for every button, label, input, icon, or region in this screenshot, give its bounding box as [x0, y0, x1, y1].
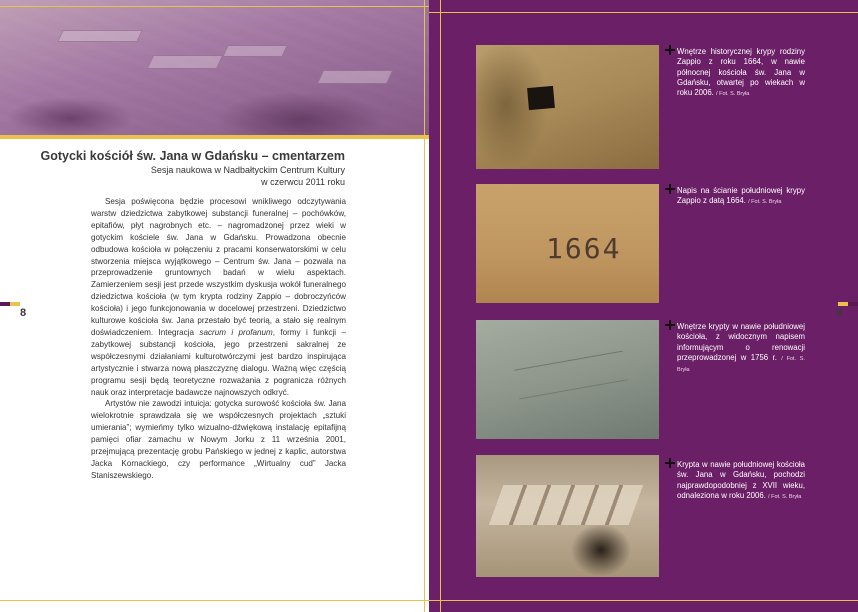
caption-2-text: Napis na ścianie południowej krypy Zappio z datą 1664. [677, 186, 805, 206]
caption-1-text: Wnętrze historycznej krypy rodziny Zappio z roku 1664, w nawie północnej kościoła św. Jana w Gdańsku, otwartej po wiekach w roku 2006. [677, 47, 805, 98]
paragraph-1-part-a: Sesja poświęcona będzie procesowi wnikliwego odczytywania warstw dziedzictwa zabytkowej substancji funeralnej – pochówków, epitafiów, płyt nagrobnych etc. – nagromadzonej przez wieki w gotyckim kościele św. Jana w Gdańsku. Prowadzona obecnie odbudowa kościoła w połączeniu z pracami konserwatorskimi w celu stworzenia miejsca wyjątkowego – Centrum św. Jana – pozwala na przeprowadzenie gruntownych badań w wielu aspektach. Zamierzeniem sesji jest przede wszystkim dyskusja wokół funeralnego dziedzictwa kościoła (w tym krypta rodziny Zappio – dobroczyńców kościoła) i jego funkcjonowania w docelowej przestrzeni. Dziedzictwo kulturowe kościoła św. Jana przestało być teorią, a stało się realnym doświadczeniem. Integracja [91, 197, 346, 337]
page-marker-left [0, 302, 20, 306]
caption-4-credit: / Fot. S. Bryła [768, 493, 802, 500]
article-subtitle [151, 164, 345, 188]
caption-3 [677, 322, 805, 375]
caption-4-text: Krypta w nawie południowej kościoła św. Jana w Gdańsku, pochodzi najprawdopodobniej z XVII wieku, odnaleziona w roku 2006. [677, 460, 805, 500]
plus-icon [665, 45, 675, 55]
photo-crypt-interior [476, 45, 659, 169]
page-marker-right [838, 302, 858, 306]
caption-3-text: Wnętrze krypty w nawie południowej kościoła, z widocznym napisem informującym o renowacji przeprowadzonej w 1756 r. [677, 322, 805, 362]
article-body [91, 196, 346, 482]
right-page [429, 0, 858, 612]
gold-rule-bottom [0, 600, 429, 601]
paragraph-1-emphasis: sacrum i profanum [199, 327, 273, 337]
subtitle-line-1: Sesja naukowa w Nadbałtyckim Centrum Kultury [150, 165, 345, 175]
plus-icon [665, 458, 675, 468]
subtitle-line-2: w czerwcu 2011 roku [261, 177, 345, 187]
gold-rule-gutter [424, 0, 425, 612]
paragraph-2: Artystów nie zawodzi intuicja: gotycka surowość kościoła św. Jana wielokrotnie sprawdzała się we współczesnych projektach „sztuki umierania”; wymieńmy tylko wizualno-dźwiękową instalację epitafijną pamięci ofiar zamachu w Nowym Jorku z 11 września 2001, przejmującą prezentację grobu Pańskiego w jednej z kaplic, autorstwa Jacka Kornackiego, czy performance „Wirtualny cud” Jacka Staniszewskiego. [91, 399, 346, 480]
caption-4 [677, 460, 805, 502]
caption-2-credit: / Fot. S. Bryła [748, 199, 782, 206]
photo-crypt-excavation [476, 455, 659, 577]
caption-1-credit: / Fot. S. Bryła [716, 91, 750, 98]
page-number-right: 9 [836, 307, 843, 319]
gold-rule-gutter-right [440, 0, 441, 612]
caption-3-credit: / Fot. S. Bryła [677, 355, 805, 374]
gold-rule-header [0, 135, 429, 139]
gold-rule-top-right [429, 12, 858, 13]
article-title: Gotycki kościół św. Jana w Gdańsku – cmentarzem [40, 149, 345, 163]
paragraph-1-part-b: , formy i funkcji – zabytkowej substancji kościoła, jego przestrzeni sakralnej ze współczesnymi działaniami kulturotwórczymi jest bardzo inspirująca artystycznie i stwarza nową płaszczyznę dialogu. Ważną więc częścią programu sesji będą teoretyczne rozważania z pogranicza różnych nauk oraz interpretacje badawcze najnowszych odkryć. [91, 327, 346, 397]
paragraph-1 [91, 196, 346, 398]
gold-rule-top [0, 6, 429, 7]
photo-crypt-south-nave [476, 320, 659, 439]
photo-inscription-wall [476, 184, 659, 303]
caption-1 [677, 47, 805, 99]
page-number-left: 8 [20, 307, 27, 319]
header-photo-crypt [0, 0, 429, 135]
gold-rule-bottom-right [429, 600, 858, 601]
plus-icon [665, 184, 675, 194]
inscription-text: 1664 [546, 232, 622, 265]
plus-icon [665, 320, 675, 330]
caption-2 [677, 186, 805, 208]
